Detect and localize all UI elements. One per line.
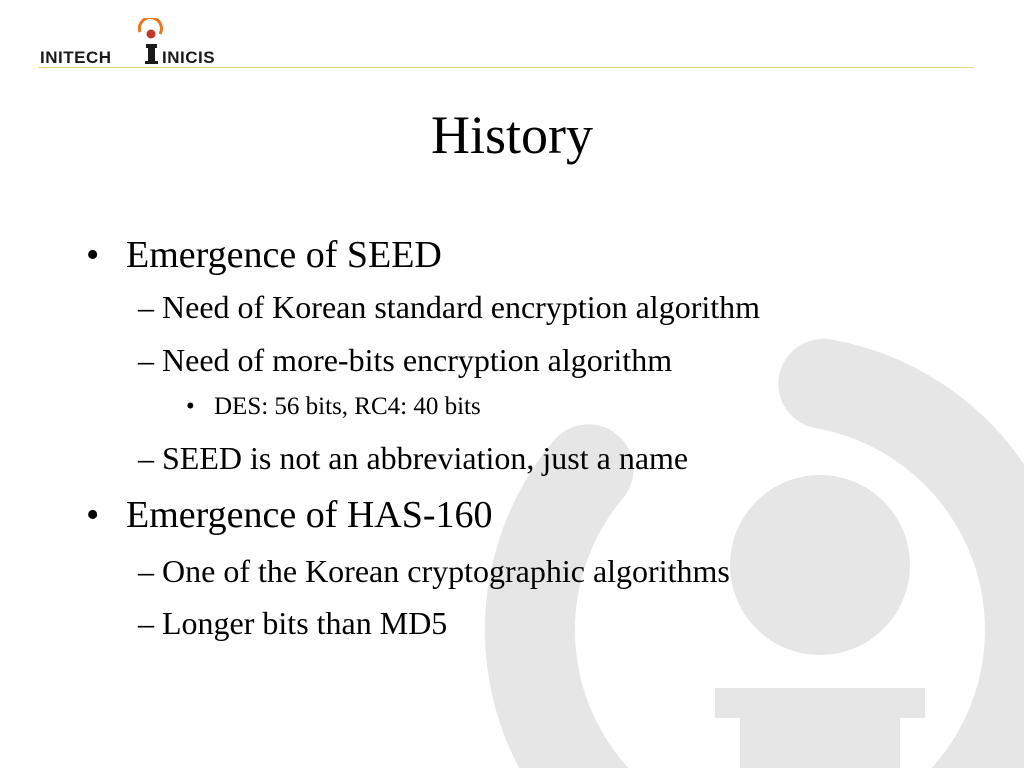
bullet-item [86,490,493,540]
dash-icon: – [138,289,162,325]
slide-title: History [431,105,593,165]
sub-bullet-item [138,601,447,645]
logo-left-text: INITECH [40,48,112,67]
bullet-dot-icon: • [186,393,195,420]
sub-bullet-item [138,338,672,382]
bullet-item [86,230,442,280]
bullet-text: Emergence of SEED [126,234,442,276]
bullet-text: Emergence of HAS-160 [126,494,493,536]
dash-icon: – [138,605,162,641]
sub-sub-bullet-item [186,390,481,424]
header-divider [38,67,974,68]
sub-bullet-text: Need of Korean standard encryption algorithm [162,289,761,325]
bullet-dot-icon: • [86,494,100,536]
sub-bullet-item [138,285,760,329]
dash-icon: – [138,342,162,378]
sub-bullet-text: SEED is not an abbreviation, just a name [162,440,689,476]
logo-right-text: INICIS [162,48,216,67]
bullet-dot-icon: • [86,234,100,276]
sub-bullet-item [138,549,730,593]
sub-bullet-text: One of the Korean cryptographic algorithms [162,553,730,589]
sub-sub-bullet-text: DES: 56 bits, RC4: 40 bits [214,393,481,420]
sub-bullet-item [138,436,688,480]
sub-bullet-text: Longer bits than MD5 [162,605,448,641]
dash-icon: – [138,440,162,476]
company-logo [38,18,268,70]
sub-bullet-text: Need of more-bits encryption algorithm [162,342,673,378]
dash-icon: – [138,553,162,589]
